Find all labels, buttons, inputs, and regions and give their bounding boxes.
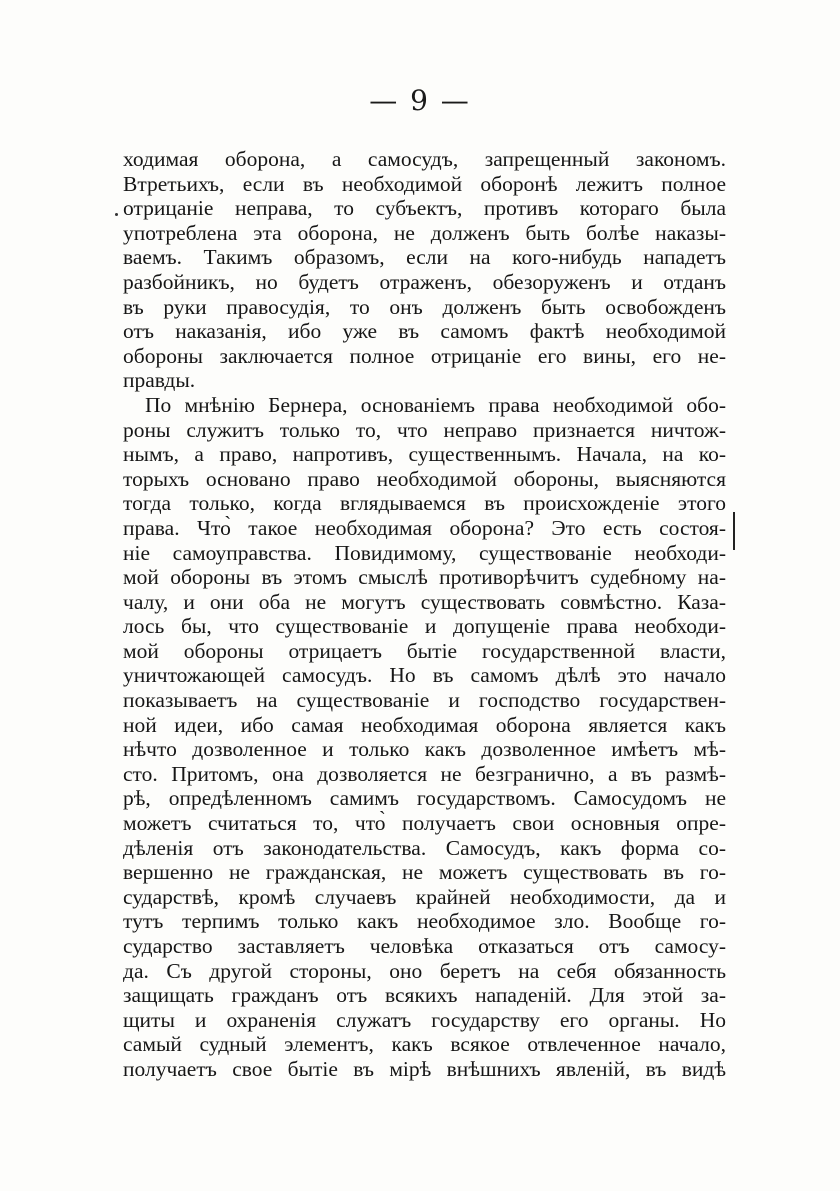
- text-line: нѣчто дозволенное и только какъ дозволенное имѣетъ мѣ-: [123, 737, 726, 762]
- text-line: сто. Притомъ, она дозволяется не безгранично, а въ размѣ-: [123, 761, 726, 786]
- text-line: правды.: [123, 368, 196, 393]
- text-line: отъ наказанія, ибо уже въ самомъ фактѣ необходимой: [123, 319, 726, 344]
- body-text: [123, 147, 726, 1082]
- text-line: сударство заставляетъ человѣка отказаться отъ самосу-: [123, 934, 726, 958]
- text-line: тогда только, когда вглядываемся въ происхожденіе этого: [123, 491, 726, 516]
- text-line: вершенно не гражданская, не можетъ существовать въ го-: [123, 860, 726, 885]
- text-line: права. Что̀ такое необходимая оборона? Это есть состоя-: [123, 515, 726, 540]
- text-line: обороны заключается полное отрицаніе его вины, его не-: [123, 343, 726, 368]
- text-line: роны служитъ только то, что неправо признается ничтож-: [123, 417, 726, 442]
- text-line: показываетъ на существованіе и господство государствен-: [123, 688, 726, 713]
- text-line: уничтожающей самосудъ. Но въ самомъ дѣлѣ это начало: [123, 663, 726, 688]
- text-line: отрицаніе неправа, то субъектъ, противъ котораго была: [123, 196, 726, 221]
- text-line: Втретьихъ, если въ необходимой оборонѣ лежитъ полное: [123, 171, 726, 196]
- text-line: самый судный элементъ, какъ всякое отвлеченное начало,: [123, 1032, 726, 1057]
- text-line: ніе самоуправства. Повидимому, существованіе необходи-: [123, 540, 726, 565]
- text-line: да. Съ другой стороны, оно беретъ на себя обязанность: [123, 958, 726, 983]
- text-line: разбойникъ, но будетъ отраженъ, обезоруженъ и отданъ: [123, 269, 726, 294]
- text-line: въ руки правосудія, то онъ долженъ быть освобожденъ: [123, 294, 726, 319]
- text-line: чалу, и они оба не могутъ существовать совмѣстно. Каза-: [123, 589, 726, 614]
- text-line: защищать гражданъ отъ всякихъ нападеній. Для этой за-: [123, 983, 726, 1008]
- page-number: — 9 —: [369, 84, 471, 117]
- text-line: рѣ, опредѣленномъ самимъ государствомъ. Самосудомъ не: [123, 786, 726, 811]
- paragraph-start-line: По мнѣнію Бернера, основаніемъ права необходимой обо-: [145, 392, 726, 417]
- text-line: сударствѣ, кромѣ случаевъ крайней необходимости, да и: [123, 884, 726, 909]
- text-line: мой обороны отрицаетъ бытіе государственной власти,: [123, 638, 726, 663]
- text-line: дѣленія отъ законодательства. Самосудъ, какъ форма со-: [123, 835, 726, 860]
- text-line: получаетъ свое бытіе въ мірѣ внѣшнихъ явленій, въ видѣ: [123, 1056, 726, 1081]
- text-line: ваемъ. Такимъ образомъ, если на кого-нибудь нападетъ: [123, 245, 726, 270]
- margin-dot-mark: [115, 213, 118, 216]
- text-line: употреблена эта оборона, не долженъ быть болѣе наказы-: [123, 220, 726, 245]
- text-line: можетъ считаться то, что̀ получаетъ свои основныя опре-: [123, 811, 726, 836]
- text-line: лось бы, что существованіе и допущеніе права необходи-: [123, 614, 726, 639]
- text-line: щиты и охраненія служатъ государству его органы. Но: [123, 1007, 726, 1032]
- text-line: торыхъ основано право необходимой обороны, выясняются: [123, 466, 726, 491]
- text-line: мой обороны въ этомъ смыслѣ противорѣчитъ судебному на-: [123, 565, 726, 590]
- text-line: нымъ, а право, напротивъ, существеннымъ. Начала, на ко-: [123, 442, 726, 467]
- text-line: ходимая оборона, а самосудъ, запрещенный закономъ.: [123, 147, 726, 171]
- margin-bar-mark: [733, 512, 735, 550]
- text-line: ной идеи, ибо самая необходимая оборона является какъ: [123, 712, 726, 737]
- text-line: тутъ терпимъ только какъ необходимое зло. Вообще го-: [123, 909, 726, 934]
